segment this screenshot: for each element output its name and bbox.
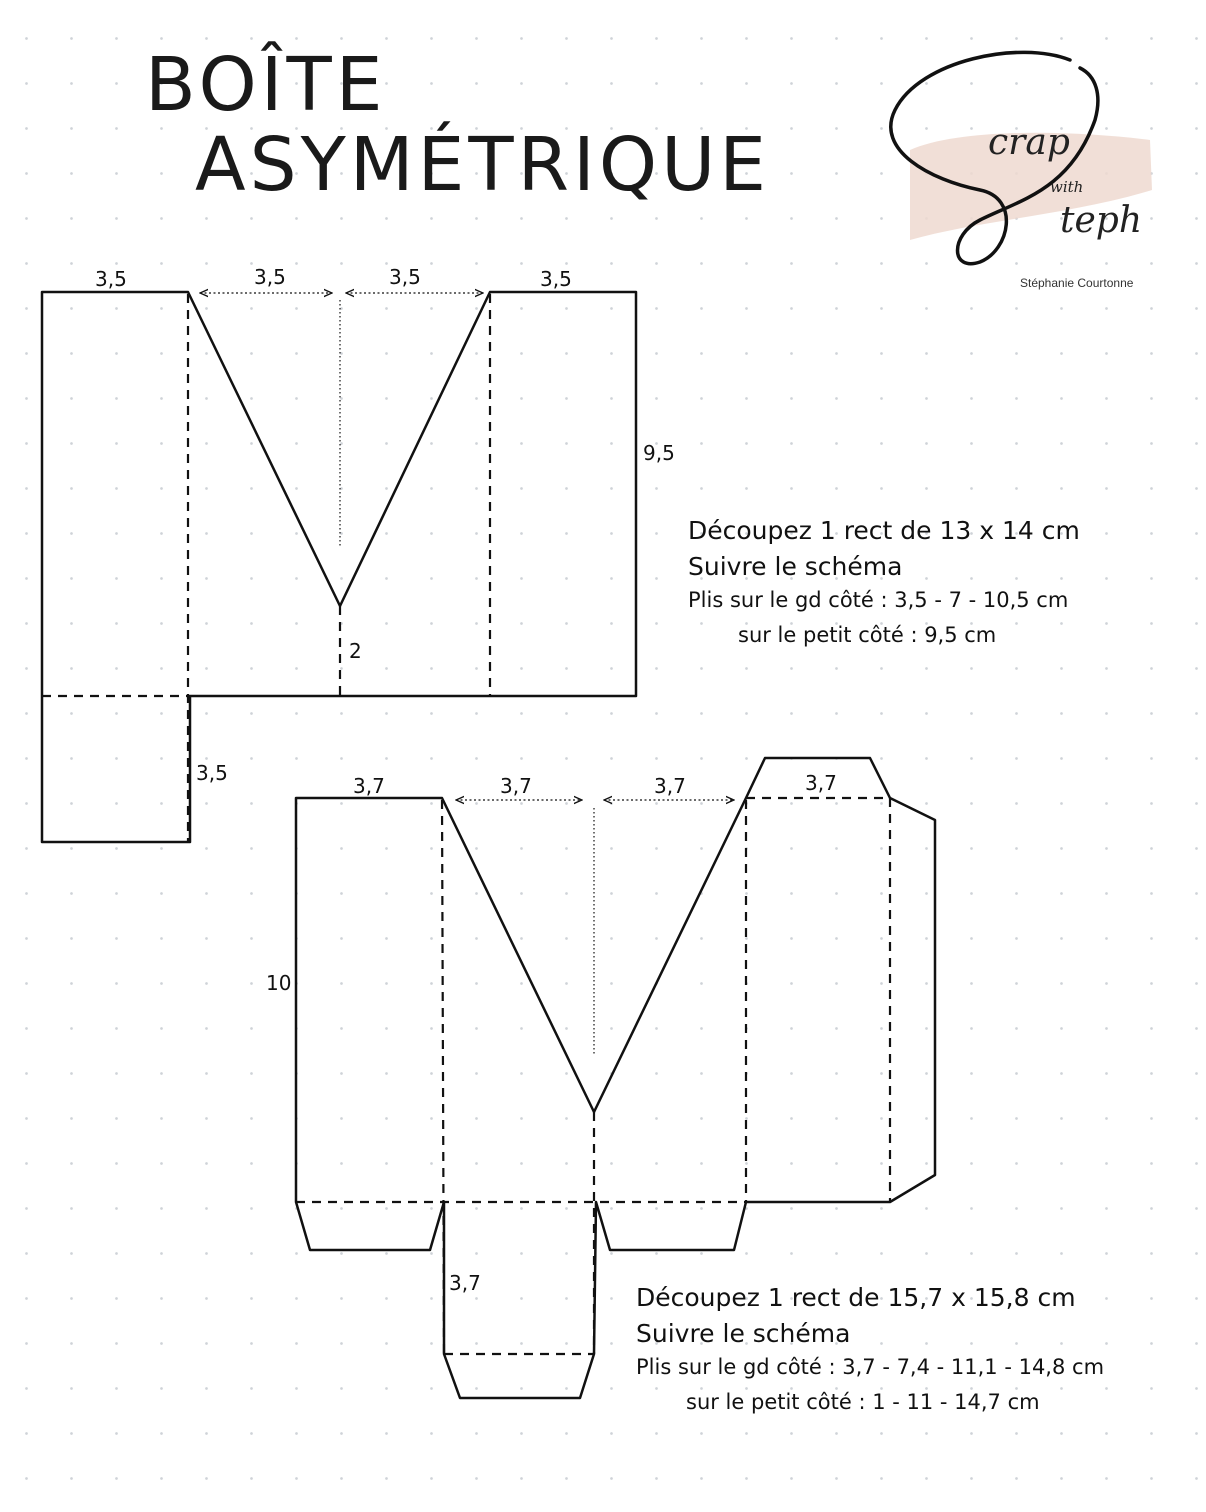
large-dim-top-left: 3,7	[353, 774, 385, 798]
small-dim-top-left: 3,5	[95, 267, 127, 291]
small-dim-v-bottom: 2	[349, 639, 362, 663]
small-dim-tab: 3,5	[196, 761, 228, 785]
large-instr-line1: Découpez 1 rect de 15,7 x 15,8 cm	[636, 1283, 1076, 1312]
small-dim-v-left: 3,5	[254, 265, 286, 289]
large-instr-line3: Plis sur le gd côté : 3,7 - 7,4 - 11,1 - 14,8 cm	[636, 1355, 1105, 1379]
large-instr-line4: sur le petit côté : 1 - 11 - 14,7 cm	[686, 1390, 1040, 1414]
logo-word-with: with	[1050, 178, 1084, 196]
small-dim-top-right: 3,5	[540, 267, 572, 291]
large-dim-v-right: 3,7	[654, 774, 686, 798]
small-box-template	[42, 265, 675, 842]
large-dim-tab: 3,7	[449, 1271, 481, 1295]
logo-word-crap: crap	[988, 122, 1070, 163]
large-box-fold-lines	[296, 798, 890, 1354]
small-box-fold-lines	[42, 294, 490, 842]
small-box-instructions	[688, 518, 1080, 660]
large-dim-v-left: 3,7	[500, 774, 532, 798]
large-instr-line2: Suivre le schéma	[636, 1319, 851, 1348]
small-box-cut-outline	[42, 292, 636, 842]
large-dim-height: 10	[266, 971, 292, 995]
logo-author: Stéphanie Courtonne	[1020, 276, 1134, 290]
small-dim-height: 9,5	[643, 441, 675, 465]
small-instr-line3: Plis sur le gd côté : 3,5 - 7 - 10,5 cm	[688, 588, 1069, 612]
small-instr-line2: Suivre le schéma	[688, 552, 903, 581]
large-box-instructions	[636, 1285, 1104, 1427]
small-dim-v-right: 3,5	[389, 265, 421, 289]
title-line-2: ASYMÉTRIQUE	[195, 122, 771, 208]
large-dim-top-right: 3,7	[805, 771, 837, 795]
title-line-1: BOÎTE	[145, 42, 387, 128]
small-instr-line1: Découpez 1 rect de 13 x 14 cm	[688, 516, 1080, 545]
logo-word-teph: teph	[1060, 200, 1143, 241]
small-instr-line4: sur le petit côté : 9,5 cm	[738, 623, 997, 647]
